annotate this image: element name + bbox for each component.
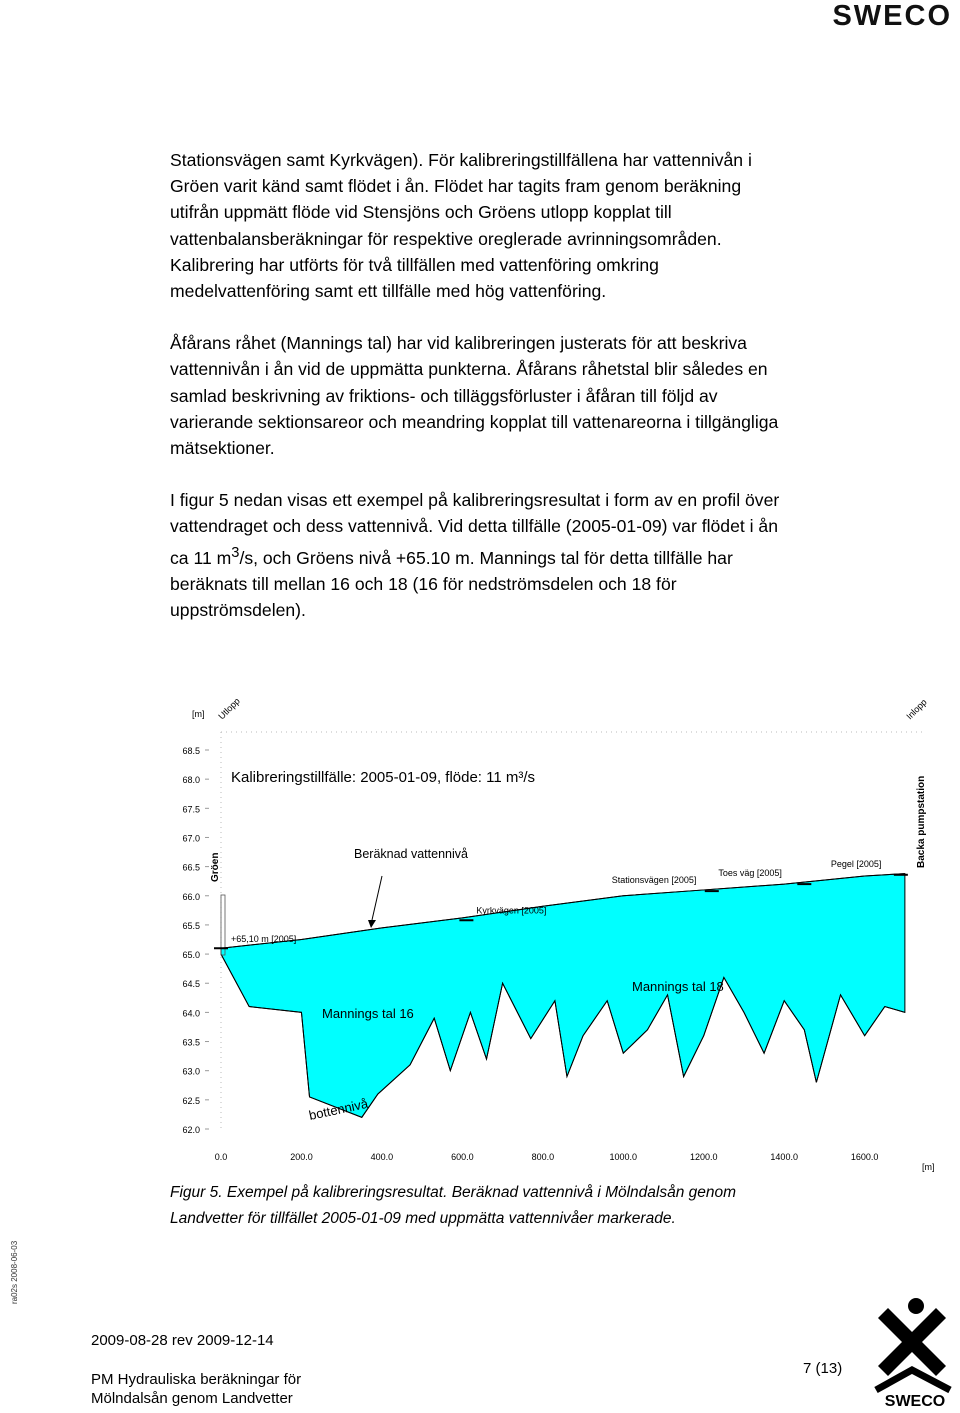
x-tick-label: 200.0 [290, 1152, 313, 1162]
inlet-label: Inlopp [904, 696, 929, 722]
measured-level-label: Pegel [2005] [830, 858, 882, 869]
figure-caption [170, 1180, 810, 1232]
x-tick-label: 1400.0 [770, 1152, 798, 1162]
measured-level-label: +65,10 m [2005] [231, 934, 297, 945]
sweco-logo-top: SWECO [832, 0, 952, 32]
sweco-logo-bottom-text: SWECO [884, 1393, 946, 1408]
caption-line-2: Landvetter för tillfället 2005-01-09 med uppmätta vattennivåer markerade. [170, 1210, 676, 1227]
paragraph-1: Stationsvägen samt Kyrkvägen). För kalibreringstillfällena har vattennivån i Gröen varit känd samt flödet i ån. Flödet har tagits fram genom beräkning utifrån uppmätt flöde vid Stensjöns och Gröens utlopp kopplat till vattenbalansberäkningar för respektive oreglerade avrinningsområden. Kalibrering har utförts för två tillfällen med vattenföring omkring medelvattenföring samt ett tillfälle med hög vattenföring. [170, 150, 752, 302]
y-tick-label: 66.5 [182, 862, 200, 873]
x-tick-label: 1000.0 [609, 1152, 638, 1162]
bottom-level-label: bottennivå [307, 1095, 370, 1123]
calculated-level-label: Beräknad vattennivå [354, 847, 468, 861]
page-number: 7 (13) [803, 1360, 843, 1377]
lake-label: Gröen [210, 852, 221, 882]
measured-level-label: Kyrkvägen [2005] [476, 905, 547, 916]
mannings-16-label: Mannings tal 16 [322, 1006, 414, 1021]
lake-gröen-marker [221, 895, 225, 955]
footer-title-line-1: PM Hydrauliska beräkningar för [91, 1371, 302, 1388]
pump-station-label: Backa pumpstation [916, 775, 927, 868]
y-tick-label: 64.0 [182, 1008, 200, 1019]
caption-line-1: Figur 5. Exempel på kalibreringsresultat. Beräknad vattennivå i Mölndalsån genom [170, 1184, 737, 1201]
y-tick-label: 62.0 [182, 1125, 200, 1135]
footer-date: 2009-08-28 rev 2009-12-14 [91, 1332, 274, 1349]
y-tick-label: 68.0 [182, 775, 200, 786]
y-tick-label: 63.0 [182, 1066, 200, 1077]
paragraph-2: Åfårans råhet (Mannings tal) har vid kalibreringen justerats för att beskriva vattennivån i ån vid de uppmätta punkterna. Åfårans råhetstal blir således en samlad beskrivning av friktions- och tilläggsförluster i åfåran till följd av varierande sektionsareor och meandring kopplat till vattenareorna i tillgängliga mätsektioner. [170, 333, 779, 459]
measured-level-label: Stationsvägen [2005] [611, 875, 697, 886]
measured-level-label: Toes väg [2005] [718, 868, 782, 879]
water-area [221, 874, 905, 1118]
y-tick-label: 66.0 [182, 891, 200, 902]
y-tick-label: 62.5 [182, 1095, 200, 1106]
y-tick-label: 67.0 [182, 833, 200, 844]
y-tick-label: 67.5 [182, 804, 200, 815]
sweco-logo-bottom [872, 1296, 958, 1413]
x-tick-label: 800.0 [531, 1152, 555, 1162]
y-tick-label: 64.5 [182, 979, 200, 990]
y-axis-unit: [m] [192, 709, 205, 719]
profile-chart-svg [170, 690, 950, 1180]
calculated-level-arrow-line [372, 876, 382, 920]
x-axis-unit: [m] [922, 1162, 935, 1172]
sweco-emblem-icon [872, 1296, 958, 1408]
y-tick-label: 63.5 [182, 1037, 200, 1048]
chart-title: Kalibreringstillfälle: 2005-01-09, flöde: 11 m³/s [231, 769, 536, 786]
template-stamp: ra02s 2008-06-03 [10, 1240, 19, 1304]
x-tick-label: 1200.0 [689, 1152, 718, 1162]
x-tick-label: 0.0 [214, 1152, 228, 1162]
x-tick-label: 600.0 [451, 1152, 474, 1162]
y-tick-label: 65.0 [182, 950, 200, 961]
mannings-18-label: Mannings tal 18 [632, 979, 724, 994]
x-tick-label: 1600.0 [850, 1152, 879, 1162]
calculated-level-arrowhead [368, 920, 376, 928]
paragraph-3: I figur 5 nedan visas ett exempel på kalibreringsresultat i form av en profil över vattendraget och dess vattennivå. Vid detta tillfälle (2005-01-09) var flödet i ån ca 11 $m^3/s$, och Gröens nivå +65.10 m. Mannings tal för detta tillfälle har beräknats till mellan 16 och 18 (16 för nedströmsdelen och 18 för uppströmsdelen). [170, 490, 780, 620]
y-tick-label: 68.5 [182, 746, 200, 756]
outlet-label: Utlopp [216, 695, 242, 722]
x-tick-label: 400.0 [370, 1152, 394, 1162]
footer-title [91, 1370, 301, 1408]
footer-title-line-2: Mölndalsån genom Landvetter [91, 1390, 293, 1407]
y-tick-label: 65.5 [182, 920, 200, 931]
calibration-profile-chart [170, 690, 950, 1185]
body-text [170, 147, 790, 649]
